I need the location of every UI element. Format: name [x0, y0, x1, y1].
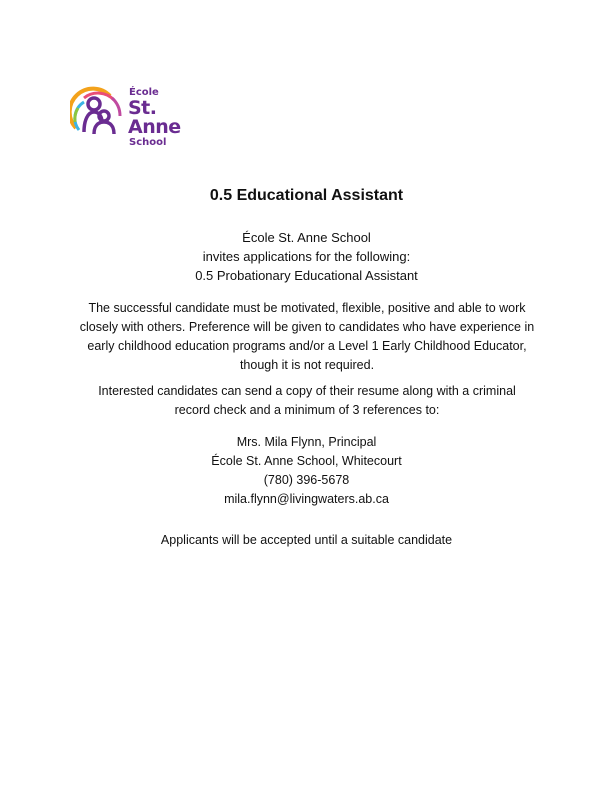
- intro-school: École St. Anne School: [242, 230, 371, 245]
- logo-wordmark: [128, 88, 200, 148]
- application-instructions: Interested candidates can send a copy of their resume along with a criminal record check and a minimum of 3 references to:: [98, 384, 516, 417]
- school-logo: [70, 86, 200, 148]
- page-title: 0.5 Educational Assistant: [209, 187, 404, 204]
- contact-email: mila.flynn@livingwaters.ab.ca: [224, 492, 389, 506]
- intro-block: [0, 228, 613, 285]
- logo-school: School: [129, 137, 167, 148]
- logo-st-anne: St. Anne: [128, 97, 181, 138]
- intro-position: 0.5 Probationary Educational Assistant: [195, 268, 418, 283]
- job-description: The successful candidate must be motivated, flexible, positive and able to work closely with others. Preference will be given to candidates who have experience in early childhood education programs and/or a Level 1 Early Childhood Educator, though it is not required.: [79, 301, 535, 372]
- school-logo-icon: [70, 86, 126, 138]
- closing-note: Applicants will be accepted until a suitable candidate: [160, 533, 453, 547]
- contact-block: [0, 433, 613, 509]
- intro-invites: invites applications for the following:: [202, 249, 411, 264]
- logo-ecole: École: [129, 87, 159, 98]
- contact-name: Mrs. Mila Flynn, Principal: [236, 435, 377, 449]
- contact-school: École St. Anne School, Whitecourt: [211, 454, 402, 468]
- contact-phone: (780) 396-5678: [263, 473, 350, 487]
